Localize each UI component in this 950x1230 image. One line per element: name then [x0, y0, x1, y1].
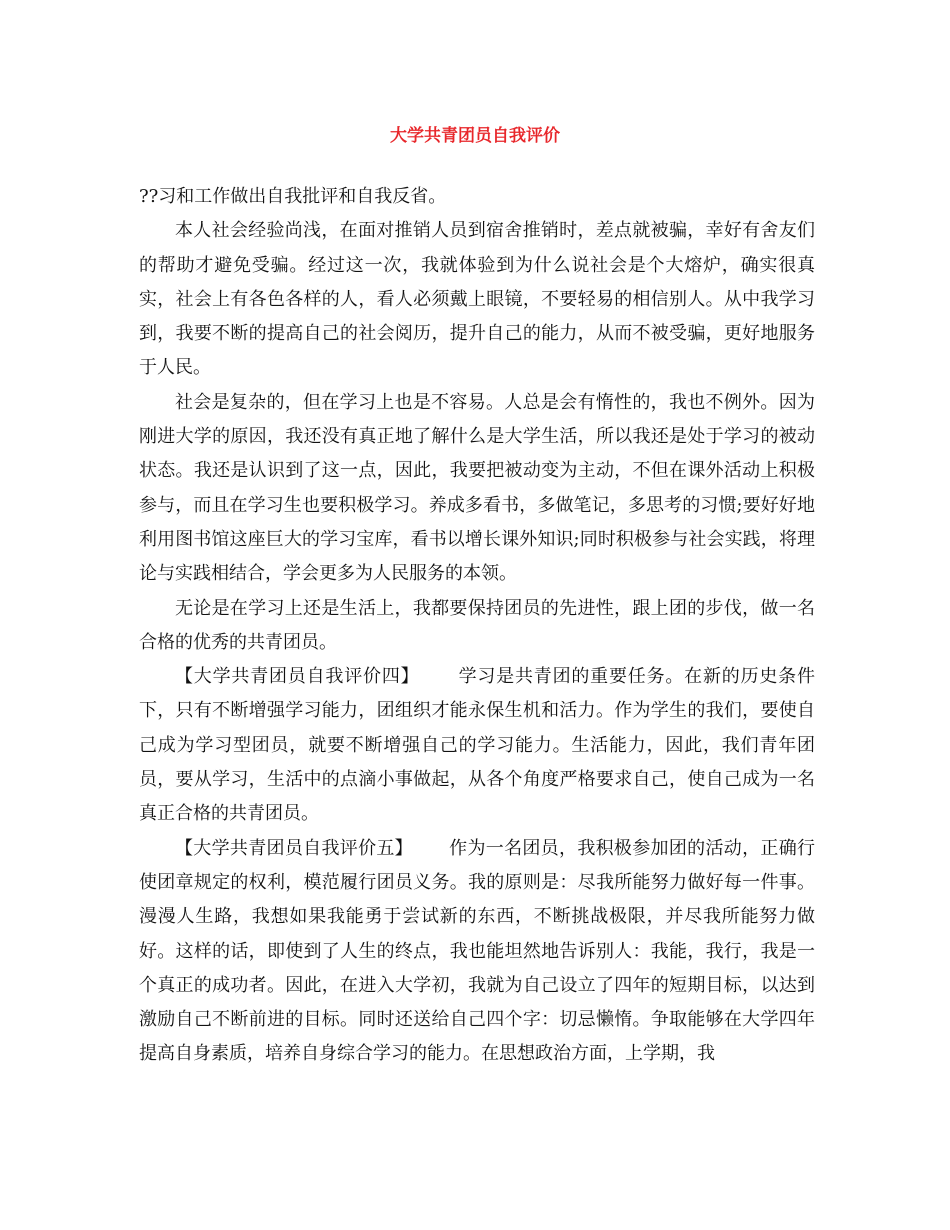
heading-gap — [419, 666, 458, 687]
paragraph-text: 学习是共青团的重要任务。在新的历史条件下，只有不断增强学习能力，团组织才能永保生机和活力。作为学生的我们，要使自己成为学习型团员，就要不断增强自己的学习能力。生活能力，因此，我们青年团员，要从学习，生活中的点滴小事做起，从各个角度严格要求自己，使自己成为一名真正合格的共青团员。 — [139, 666, 815, 825]
paragraph-text: 社会是复杂的，但在学习上也是不容易。人总是会有惰性的，我也不例外。因为刚进大学的原因，我还没有真正地了解什么是大学生活，所以我还是处于学习的被动状态。我还是认识到了这一点，因此，我要把被动变为主动，不但在课外活动上积极参与，而且在学习生也要积极学习。养成多看书，多做笔记，多思考的习惯;要好好地利用图书馆这座巨大的学习宝库，看书以增长课外知识;同时积极参与社会实践，将理论与实践相结合，学会更多为人民服务的本领。 — [139, 391, 815, 585]
paragraph-3 — [139, 386, 815, 592]
paragraph-text: 作为一名团员，我积极参加团的活动，正确行使团章规定的权利，模范履行团员义务。我的原则是：尽我所能努力做好每一件事。 漫漫人生路，我想如果我能勇于尝试新的东西，不断挑战极限，并尽我所能努力做好。这样的话，即使到了人生的终点，我也能坦然地告诉别人：我能，我行，我是一个真正的成功者。因此，在进入大学初，我就为自己设立了四年的短期目标，以达到激励自己不断前进的目标。同时还送给自己四个字：切忌懒惰。争取能够在大学四年提高自身素质，培养自身综合学习的能力。在思想政治方面，上学期，我 — [139, 837, 815, 1065]
section-heading-4: 【大学共青团员自我评价四】 — [175, 666, 420, 688]
paragraph-5 — [139, 660, 815, 831]
paragraph-4 — [139, 592, 815, 661]
paragraph-text: 本人社会经验尚浅，在面对推销人员到宿舍推销时，差点就被骗，幸好有舍友们的帮助才避免受骗。经过这一次，我就体验到为什么说社会是个大熔炉，确实很真实，社会上有各色各样的人，看人必须戴上眼镜，不要轻易的相信别人。从中我学习到，我要不断的提高自己的社会阅历，提升自己的能力，从而不被受骗，更好地服务于人民。 — [139, 220, 815, 379]
paragraph-1 — [139, 180, 815, 214]
heading-gap — [413, 838, 449, 859]
paragraph-text: ??习和工作做出自我批评和自我反省。 — [139, 186, 447, 207]
document-body — [139, 180, 815, 1072]
document-title: 大学共青团员自我评价 — [390, 126, 560, 146]
section-heading-5: 【大学共青团员自我评价五】 — [175, 837, 413, 859]
paragraph-text: 无论是在学习上还是生活上，我都要保持团员的先进性，跟上团的步伐，做一名合格的优秀的共青团员。 — [139, 597, 815, 653]
paragraph-6 — [139, 832, 815, 1072]
paragraph-2 — [139, 214, 815, 385]
